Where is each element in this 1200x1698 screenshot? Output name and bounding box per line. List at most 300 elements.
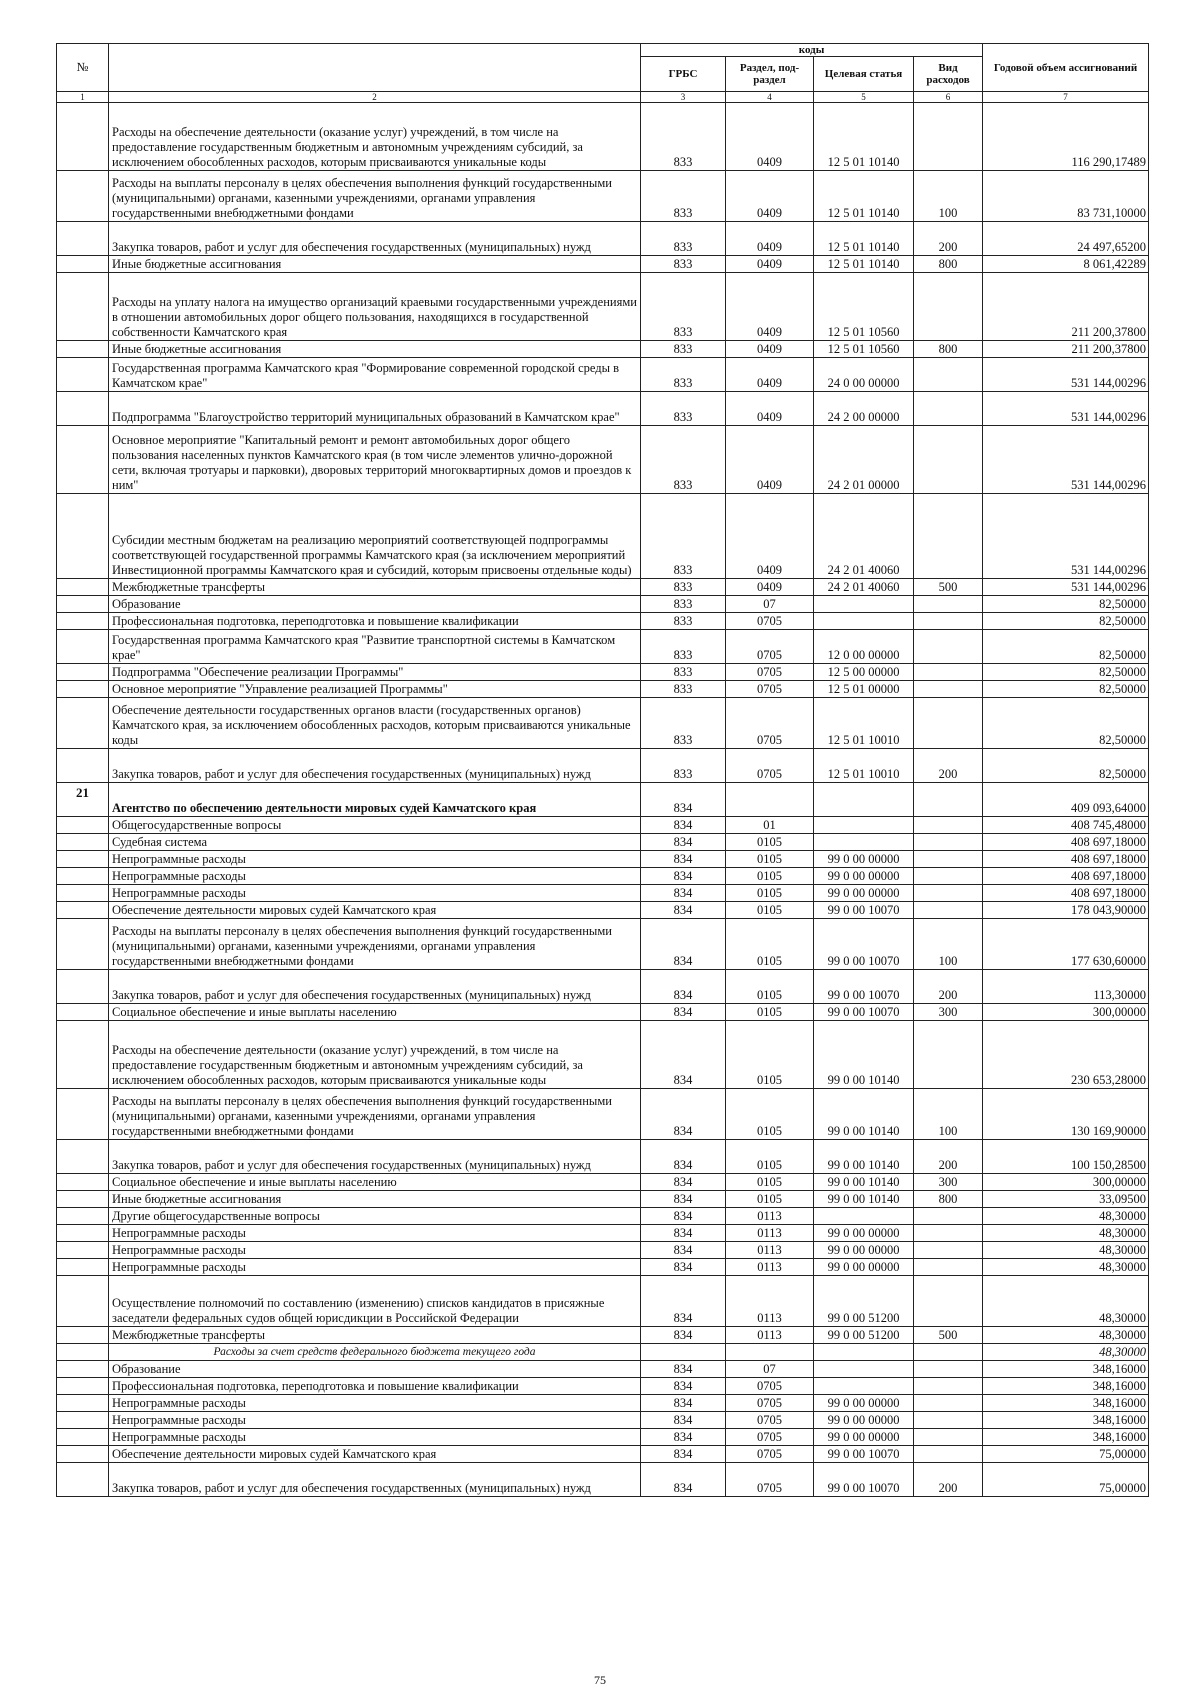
- target-article: 12 5 01 10140: [814, 103, 914, 171]
- annual-amount: 24 497,65200: [983, 222, 1149, 256]
- row-number: [57, 1208, 109, 1225]
- grbs-code: 834: [641, 868, 726, 885]
- expense-name: Закупка товаров, работ и услуг для обеспечения государственных (муниципальных) нужд: [109, 222, 641, 256]
- section-code: 0105: [726, 1004, 814, 1021]
- expense-name: Другие общегосударственные вопросы: [109, 1208, 641, 1225]
- row-number: 21: [57, 783, 109, 817]
- row-number: [57, 919, 109, 970]
- grbs-code: 834: [641, 902, 726, 919]
- grbs-code: 833: [641, 273, 726, 341]
- expense-type-code: [914, 834, 983, 851]
- row-number: [57, 1021, 109, 1089]
- expense-name: Непрограммные расходы: [109, 1259, 641, 1276]
- target-article: 99 0 00 00000: [814, 851, 914, 868]
- row-number: [57, 1242, 109, 1259]
- row-number: [57, 749, 109, 783]
- annual-amount: 48,30000: [983, 1344, 1149, 1361]
- row-number: [57, 358, 109, 392]
- table-row: [57, 1361, 1149, 1378]
- section-code: 0705: [726, 1429, 814, 1446]
- expense-name: Профессиональная подготовка, переподготовка и повышение квалификации: [109, 1378, 641, 1395]
- grbs-code: 834: [641, 1225, 726, 1242]
- section-code: 0409: [726, 358, 814, 392]
- expense-name: Осуществление полномочий по составлению (изменению) списков кандидатов в присяжные заседатели федеральных судов общей юрисдикции в Российской Федерации: [109, 1276, 641, 1327]
- section-code: 0113: [726, 1225, 814, 1242]
- section-code: [726, 1344, 814, 1361]
- expense-type-code: 200: [914, 1140, 983, 1174]
- row-number: [57, 970, 109, 1004]
- table-row: [57, 494, 1149, 579]
- target-article: 99 0 00 10140: [814, 1191, 914, 1208]
- table-row: [57, 273, 1149, 341]
- grbs-code: 834: [641, 970, 726, 1004]
- expense-name: Подпрограмма "Обеспечение реализации Программы": [109, 664, 641, 681]
- expense-name: Обеспечение деятельности мировых судей Камчатского края: [109, 1446, 641, 1463]
- row-number: [57, 1191, 109, 1208]
- target-article: 99 0 00 00000: [814, 868, 914, 885]
- table-row: [57, 256, 1149, 273]
- grbs-code: 834: [641, 1191, 726, 1208]
- expense-name: Расходы на уплату налога на имущество организаций краевыми государственными учреждениями в отношении автомобильных дорог общего пользования, находящихся в государственной собственности Камчатского края: [109, 273, 641, 341]
- target-article: [814, 1361, 914, 1378]
- expense-type-code: [914, 817, 983, 834]
- expense-type-code: [914, 902, 983, 919]
- target-article: 12 5 01 00000: [814, 681, 914, 698]
- row-number: [57, 1089, 109, 1140]
- section-code: 0705: [726, 1412, 814, 1429]
- grbs-code: 834: [641, 1361, 726, 1378]
- annual-amount: 177 630,60000: [983, 919, 1149, 970]
- section-code: 0105: [726, 868, 814, 885]
- row-number: [57, 579, 109, 596]
- row-number: [57, 1463, 109, 1497]
- row-number: [57, 171, 109, 222]
- target-article: 99 0 00 10140: [814, 1021, 914, 1089]
- expense-type-code: [914, 1395, 983, 1412]
- expense-type-code: 500: [914, 1327, 983, 1344]
- target-article: 99 0 00 00000: [814, 1395, 914, 1412]
- annual-amount: 531 144,00296: [983, 358, 1149, 392]
- section-code: 0105: [726, 919, 814, 970]
- expense-name: Образование: [109, 596, 641, 613]
- expense-type-code: [914, 783, 983, 817]
- target-article: 99 0 00 10070: [814, 919, 914, 970]
- expense-type-code: [914, 664, 983, 681]
- grbs-code: 834: [641, 1378, 726, 1395]
- section-code: 0105: [726, 1021, 814, 1089]
- row-number: [57, 1327, 109, 1344]
- annual-amount: 116 290,17489: [983, 103, 1149, 171]
- target-article: [814, 613, 914, 630]
- grbs-code: 833: [641, 596, 726, 613]
- grbs-code: 834: [641, 1446, 726, 1463]
- grbs-code: 833: [641, 358, 726, 392]
- grbs-code: 833: [641, 698, 726, 749]
- expense-name: Основное мероприятие "Управление реализацией Программы": [109, 681, 641, 698]
- header-codes-group: коды: [641, 44, 983, 57]
- col-number-4: 4: [726, 92, 814, 103]
- expense-name: Непрограммные расходы: [109, 868, 641, 885]
- section-code: 07: [726, 596, 814, 613]
- expense-name: Основное мероприятие "Капитальный ремонт и ремонт автомобильных дорог общего пользования населенных пунктов Камчатского края (в том числе элементов улично-дорожной сети, включая тротуары и парковки), дворовых территорий многоквартирных домов и проездов к ним": [109, 426, 641, 494]
- table-row: [57, 1242, 1149, 1259]
- annual-amount: 531 144,00296: [983, 392, 1149, 426]
- header-section: Раздел, под-раздел: [726, 57, 814, 92]
- expense-type-code: [914, 885, 983, 902]
- header-annual-volume: Годовой объем ассигнований: [983, 44, 1149, 92]
- row-number: [57, 1395, 109, 1412]
- expense-name: Агентство по обеспечению деятельности мировых судей Камчатского края: [109, 783, 641, 817]
- annual-amount: 348,16000: [983, 1429, 1149, 1446]
- annual-amount: 348,16000: [983, 1361, 1149, 1378]
- grbs-code: 834: [641, 1242, 726, 1259]
- row-number: [57, 103, 109, 171]
- section-code: 0105: [726, 851, 814, 868]
- annual-amount: 408 697,18000: [983, 868, 1149, 885]
- header-expense-type: Вид расходов: [914, 57, 983, 92]
- annual-amount: 82,50000: [983, 749, 1149, 783]
- annual-amount: 48,30000: [983, 1327, 1149, 1344]
- annual-amount: 408 697,18000: [983, 885, 1149, 902]
- target-article: 99 0 00 10140: [814, 1089, 914, 1140]
- target-article: [814, 596, 914, 613]
- grbs-code: 833: [641, 579, 726, 596]
- annual-amount: 300,00000: [983, 1004, 1149, 1021]
- target-article: 99 0 00 00000: [814, 1429, 914, 1446]
- annual-amount: 348,16000: [983, 1395, 1149, 1412]
- section-code: 0705: [726, 1463, 814, 1497]
- table-row: [57, 1004, 1149, 1021]
- target-article: 99 0 00 51200: [814, 1327, 914, 1344]
- target-article: 99 0 00 00000: [814, 885, 914, 902]
- expense-type-code: [914, 1378, 983, 1395]
- grbs-code: 834: [641, 1327, 726, 1344]
- grbs-code: [641, 1344, 726, 1361]
- annual-amount: 48,30000: [983, 1225, 1149, 1242]
- expense-type-code: [914, 868, 983, 885]
- expense-type-code: 200: [914, 749, 983, 783]
- expense-type-code: [914, 681, 983, 698]
- grbs-code: 834: [641, 1140, 726, 1174]
- target-article: 12 5 00 00000: [814, 664, 914, 681]
- target-article: [814, 783, 914, 817]
- expense-type-code: [914, 1429, 983, 1446]
- table-row: [57, 1327, 1149, 1344]
- expense-name: Закупка товаров, работ и услуг для обеспечения государственных (муниципальных) нужд: [109, 970, 641, 1004]
- row-number: [57, 664, 109, 681]
- table-row: [57, 1140, 1149, 1174]
- expense-name: Закупка товаров, работ и услуг для обеспечения государственных (муниципальных) нужд: [109, 749, 641, 783]
- table-row: [57, 630, 1149, 664]
- table-row: [57, 834, 1149, 851]
- annual-amount: 113,30000: [983, 970, 1149, 1004]
- section-code: 0409: [726, 256, 814, 273]
- expense-type-code: 800: [914, 341, 983, 358]
- annual-amount: 178 043,90000: [983, 902, 1149, 919]
- table-row: [57, 1021, 1149, 1089]
- grbs-code: 834: [641, 1174, 726, 1191]
- table-row: [57, 970, 1149, 1004]
- expense-name: Расходы на обеспечение деятельности (оказание услуг) учреждений, в том числе на предоставление государственным бюджетным и автономным учреждениям субсидий, за исключением обособленных расходов, которым присваиваются уникальные коды: [109, 103, 641, 171]
- section-code: 0105: [726, 1089, 814, 1140]
- expense-type-code: [914, 1208, 983, 1225]
- grbs-code: 833: [641, 749, 726, 783]
- table-header: [57, 44, 1149, 103]
- target-article: 12 5 01 10140: [814, 222, 914, 256]
- row-number: [57, 1446, 109, 1463]
- section-code: 0105: [726, 902, 814, 919]
- grbs-code: 834: [641, 1208, 726, 1225]
- expense-name: Непрограммные расходы: [109, 1412, 641, 1429]
- expense-type-code: [914, 630, 983, 664]
- section-code: [726, 783, 814, 817]
- row-number: [57, 1378, 109, 1395]
- header-grbs: ГРБС: [641, 57, 726, 92]
- table-row: [57, 1344, 1149, 1361]
- table-row: [57, 817, 1149, 834]
- col-number-3: 3: [641, 92, 726, 103]
- annual-amount: 230 653,28000: [983, 1021, 1149, 1089]
- row-number: [57, 1361, 109, 1378]
- section-code: 0705: [726, 613, 814, 630]
- expense-name: Судебная система: [109, 834, 641, 851]
- expense-name: Обеспечение деятельности государственных органов власти (государственных органов) Камчатского края, за исключением обособленных расходов, которым присваиваются уникальные коды: [109, 698, 641, 749]
- grbs-code: 833: [641, 103, 726, 171]
- expense-type-code: [914, 1021, 983, 1089]
- grbs-code: 833: [641, 171, 726, 222]
- row-number: [57, 834, 109, 851]
- annual-amount: 211 200,37800: [983, 341, 1149, 358]
- annual-amount: 409 093,64000: [983, 783, 1149, 817]
- table-row: [57, 1378, 1149, 1395]
- row-number: [57, 613, 109, 630]
- expense-type-code: 100: [914, 1089, 983, 1140]
- expense-name: Субсидии местным бюджетам на реализацию мероприятий соответствующей подпрограммы соответствующей государственной программы Камчатского края (за исключением мероприятий Инвестиционной программы Камчатского края и субсидий, которым присвоены отдельные коды): [109, 494, 641, 579]
- row-number: [57, 1259, 109, 1276]
- row-number: [57, 698, 109, 749]
- annual-amount: 82,50000: [983, 596, 1149, 613]
- expense-name: Непрограммные расходы: [109, 1395, 641, 1412]
- target-article: 12 5 01 10010: [814, 749, 914, 783]
- expense-name: Межбюджетные трансферты: [109, 1327, 641, 1344]
- annual-amount: 300,00000: [983, 1174, 1149, 1191]
- section-code: 0705: [726, 698, 814, 749]
- expense-type-code: 100: [914, 919, 983, 970]
- expense-type-code: [914, 273, 983, 341]
- table-row: [57, 1412, 1149, 1429]
- col-number-7: 7: [983, 92, 1149, 103]
- table-row: [57, 1089, 1149, 1140]
- budget-table-container: [56, 43, 1148, 1497]
- table-body: [57, 103, 1149, 1497]
- expense-type-code: [914, 358, 983, 392]
- section-code: 0409: [726, 171, 814, 222]
- expense-type-code: [914, 494, 983, 579]
- target-article: 99 0 00 10070: [814, 1004, 914, 1021]
- target-article: [814, 817, 914, 834]
- grbs-code: 834: [641, 1004, 726, 1021]
- expense-name: Расходы за счет средств федерального бюджета текущего года: [109, 1344, 641, 1361]
- section-code: 0705: [726, 664, 814, 681]
- expense-name: Непрограммные расходы: [109, 1429, 641, 1446]
- row-number: [57, 1276, 109, 1327]
- target-article: 99 0 00 00000: [814, 1412, 914, 1429]
- expense-type-code: [914, 1446, 983, 1463]
- annual-amount: 408 697,18000: [983, 851, 1149, 868]
- grbs-code: 833: [641, 681, 726, 698]
- table-row: [57, 1463, 1149, 1497]
- section-code: 07: [726, 1361, 814, 1378]
- table-row: [57, 1429, 1149, 1446]
- target-article: 12 5 01 10560: [814, 273, 914, 341]
- expense-name: Государственная программа Камчатского края "Формирование современной городской среды в Камчатском крае": [109, 358, 641, 392]
- section-code: 0705: [726, 1446, 814, 1463]
- row-number: [57, 851, 109, 868]
- grbs-code: 834: [641, 1259, 726, 1276]
- row-number: [57, 1412, 109, 1429]
- annual-amount: 83 731,10000: [983, 171, 1149, 222]
- expense-type-code: [914, 426, 983, 494]
- expense-name: Межбюджетные трансферты: [109, 579, 641, 596]
- row-number: [57, 341, 109, 358]
- section-code: 0705: [726, 1395, 814, 1412]
- target-article: 99 0 00 10070: [814, 1463, 914, 1497]
- section-code: 0409: [726, 392, 814, 426]
- table-row: [57, 749, 1149, 783]
- annual-amount: 8 061,42289: [983, 256, 1149, 273]
- table-row: [57, 426, 1149, 494]
- table-row: [57, 1276, 1149, 1327]
- expense-name: Иные бюджетные ассигнования: [109, 341, 641, 358]
- grbs-code: 834: [641, 1021, 726, 1089]
- expense-type-code: 300: [914, 1174, 983, 1191]
- header-column-numbers: [57, 92, 1149, 103]
- row-number: [57, 222, 109, 256]
- grbs-code: 834: [641, 817, 726, 834]
- target-article: [814, 1344, 914, 1361]
- section-code: 0409: [726, 273, 814, 341]
- expense-name: Иные бюджетные ассигнования: [109, 256, 641, 273]
- expense-type-code: 200: [914, 1463, 983, 1497]
- expense-name: Образование: [109, 1361, 641, 1378]
- expense-type-code: [914, 596, 983, 613]
- table-row: [57, 579, 1149, 596]
- section-code: 0105: [726, 1191, 814, 1208]
- target-article: [814, 834, 914, 851]
- expense-type-code: 500: [914, 579, 983, 596]
- grbs-code: 833: [641, 256, 726, 273]
- target-article: 12 0 00 00000: [814, 630, 914, 664]
- annual-amount: 33,09500: [983, 1191, 1149, 1208]
- grbs-code: 833: [641, 341, 726, 358]
- table-row: [57, 919, 1149, 970]
- expense-type-code: [914, 1361, 983, 1378]
- row-number: [57, 1004, 109, 1021]
- expense-name: Подпрограмма "Благоустройство территорий муниципальных образований в Камчатском крае": [109, 392, 641, 426]
- row-number: [57, 885, 109, 902]
- row-number: [57, 902, 109, 919]
- target-article: 12 5 01 10140: [814, 171, 914, 222]
- table-row: [57, 664, 1149, 681]
- expense-type-code: [914, 851, 983, 868]
- grbs-code: 834: [641, 783, 726, 817]
- annual-amount: 348,16000: [983, 1378, 1149, 1395]
- expense-type-code: [914, 1276, 983, 1327]
- grbs-code: 833: [641, 426, 726, 494]
- annual-amount: 48,30000: [983, 1242, 1149, 1259]
- expense-name: Закупка товаров, работ и услуг для обеспечения государственных (муниципальных) нужд: [109, 1140, 641, 1174]
- grbs-code: 833: [641, 664, 726, 681]
- row-number: [57, 596, 109, 613]
- section-code: 0409: [726, 222, 814, 256]
- table-row: [57, 868, 1149, 885]
- annual-amount: 211 200,37800: [983, 273, 1149, 341]
- row-number: [57, 868, 109, 885]
- target-article: 24 2 01 00000: [814, 426, 914, 494]
- row-number: [57, 392, 109, 426]
- table-row: [57, 1446, 1149, 1463]
- target-article: 24 2 01 40060: [814, 494, 914, 579]
- table-row: [57, 1174, 1149, 1191]
- target-article: 99 0 00 10140: [814, 1140, 914, 1174]
- target-article: [814, 1208, 914, 1225]
- grbs-code: 834: [641, 1395, 726, 1412]
- row-number: [57, 1174, 109, 1191]
- expense-name: Общегосударственные вопросы: [109, 817, 641, 834]
- target-article: 12 5 01 10010: [814, 698, 914, 749]
- expense-type-code: [914, 392, 983, 426]
- annual-amount: 348,16000: [983, 1412, 1149, 1429]
- target-article: 24 0 00 00000: [814, 358, 914, 392]
- grbs-code: 834: [641, 1276, 726, 1327]
- expense-name: Непрограммные расходы: [109, 1225, 641, 1242]
- expense-name: Государственная программа Камчатского края "Развитие транспортной системы в Камчатском крае": [109, 630, 641, 664]
- table-row: [57, 1225, 1149, 1242]
- target-article: 99 0 00 00000: [814, 1225, 914, 1242]
- section-code: 0705: [726, 681, 814, 698]
- expense-name: Социальное обеспечение и иные выплаты населению: [109, 1004, 641, 1021]
- target-article: 99 0 00 00000: [814, 1259, 914, 1276]
- expense-name: Профессиональная подготовка, переподготовка и повышение квалификации: [109, 613, 641, 630]
- section-code: 0705: [726, 1378, 814, 1395]
- section-code: 0113: [726, 1327, 814, 1344]
- row-number: [57, 426, 109, 494]
- grbs-code: 834: [641, 885, 726, 902]
- grbs-code: 834: [641, 1412, 726, 1429]
- grbs-code: 834: [641, 919, 726, 970]
- grbs-code: 834: [641, 1089, 726, 1140]
- table-row: [57, 171, 1149, 222]
- expense-name: Расходы на выплаты персоналу в целях обеспечения выполнения функций государственными (муниципальными) органами, казенными учреждениями, органами управления государственными внебюджетными фондами: [109, 1089, 641, 1140]
- expense-type-code: [914, 103, 983, 171]
- table-row: [57, 1191, 1149, 1208]
- section-code: 0105: [726, 1174, 814, 1191]
- table-row: [57, 103, 1149, 171]
- row-number: [57, 1225, 109, 1242]
- annual-amount: 48,30000: [983, 1208, 1149, 1225]
- row-number: [57, 1344, 109, 1361]
- grbs-code: 833: [641, 222, 726, 256]
- grbs-code: 833: [641, 392, 726, 426]
- section-code: 0105: [726, 1140, 814, 1174]
- section-code: 0705: [726, 749, 814, 783]
- section-code: 0105: [726, 970, 814, 1004]
- target-article: 24 2 00 00000: [814, 392, 914, 426]
- table-row: [57, 851, 1149, 868]
- expense-name: Закупка товаров, работ и услуг для обеспечения государственных (муниципальных) нужд: [109, 1463, 641, 1497]
- section-code: 0409: [726, 494, 814, 579]
- table-row: [57, 885, 1149, 902]
